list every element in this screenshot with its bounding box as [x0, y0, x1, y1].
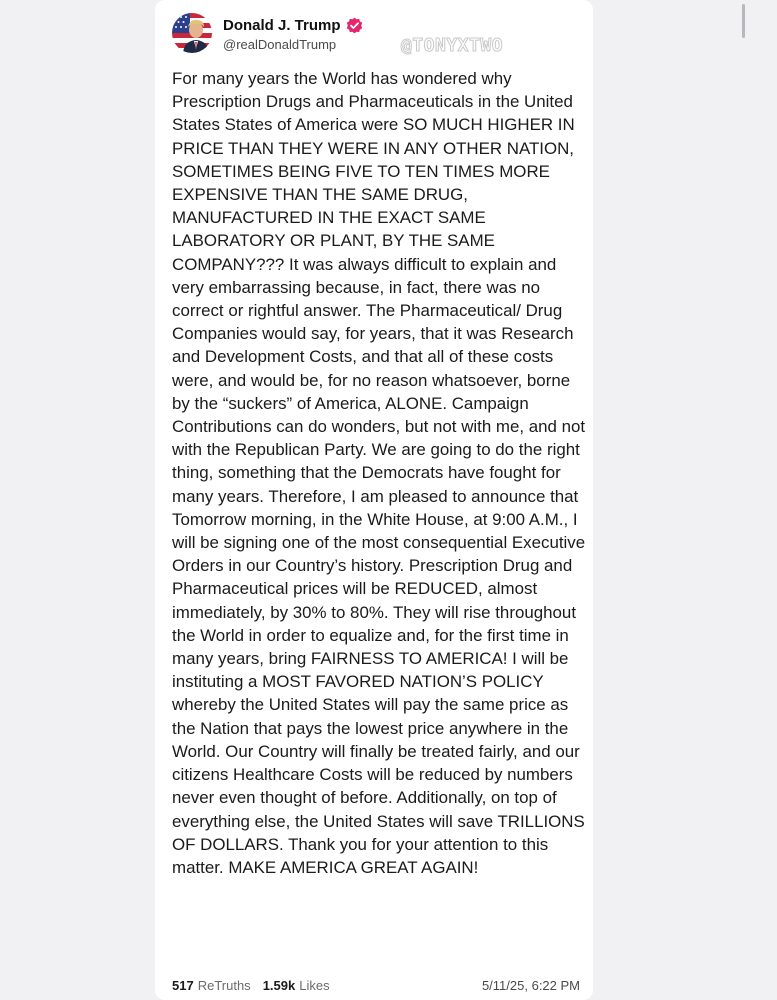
retruths-count: 517	[172, 977, 194, 993]
likes-label: Likes	[299, 977, 330, 993]
retruths-label: ReTruths	[197, 977, 251, 993]
author-identity	[223, 14, 363, 52]
verified-badge-icon	[346, 17, 363, 34]
author-handle[interactable]: @realDonaldTrump	[223, 37, 337, 52]
author-name-row	[223, 14, 363, 36]
post-timestamp[interactable]: 5/11/25, 6:22 PM	[481, 977, 580, 993]
post-card	[155, 0, 593, 1000]
retruths-stat[interactable]	[172, 978, 251, 993]
post-footer	[172, 975, 580, 995]
post-body: For many years the World has wondered why Prescription Drugs and Pharmaceuticals in the United States States of America were SO MUCH HIGHER IN PRICE THAN THEY WERE IN ANY OTHER NATION, SOMETIMES BEING FIVE TO TEN TIMES MORE EXPENSIVE THAN THE SAME DRUG, MANUFACTURED IN THE EXACT SAME LABORATORY OR PLANT, BY THE SAME COMPANY??? It was always difficult to explain and very embarrassing because, in fact, there was no correct or rightful answer. The Pharmaceutical/ Drug Companies would say, for years, that it was Research and Development Costs, and that all of these costs were, and would be, for no reason whatsoever, borne by the “suckers” of America, ALONE. Campaign Contributions can do wonders, but not with me, and not with the Republican Party. We are going to do the right thing, something that the Democrats have fought for many years. Therefore, I am pleased to announce that Tomorrow morning, in the White House, at 9:00 A.M., I will be signing one of the most consequential Executive Orders in our Country’s history. Prescription Drug and Pharmaceutical prices will be REDUCED, almost immediately, by 30% to 80%. They will rise throughout the World in order to equalize and, for the first time in many years, bring FAIRNESS TO AMERICA! I will be instituting a MOST FAVORED NATION’S POLICY whereby the United States will pay the same price as the Nation that pays the lowest price anywhere in the World. Our Country will finally be treated fairly, and our citizens Healthcare Costs will be reduced by numbers never even thought of before. Additionally, on top of everything else, the United States will save TRILLIONS OF DOLLARS. Thank you for your attention to this matter. MAKE AMERICA GREAT AGAIN!	[172, 69, 586, 877]
avatar[interactable]	[172, 13, 212, 53]
scrollbar[interactable]	[742, 4, 745, 38]
watermark: @TONYXTWO	[401, 35, 504, 56]
author-name[interactable]: Donald J. Trump	[223, 16, 341, 34]
likes-count: 1.59k	[262, 977, 296, 993]
post-header	[172, 11, 363, 55]
avatar-image	[172, 13, 212, 53]
likes-stat[interactable]	[263, 978, 330, 993]
